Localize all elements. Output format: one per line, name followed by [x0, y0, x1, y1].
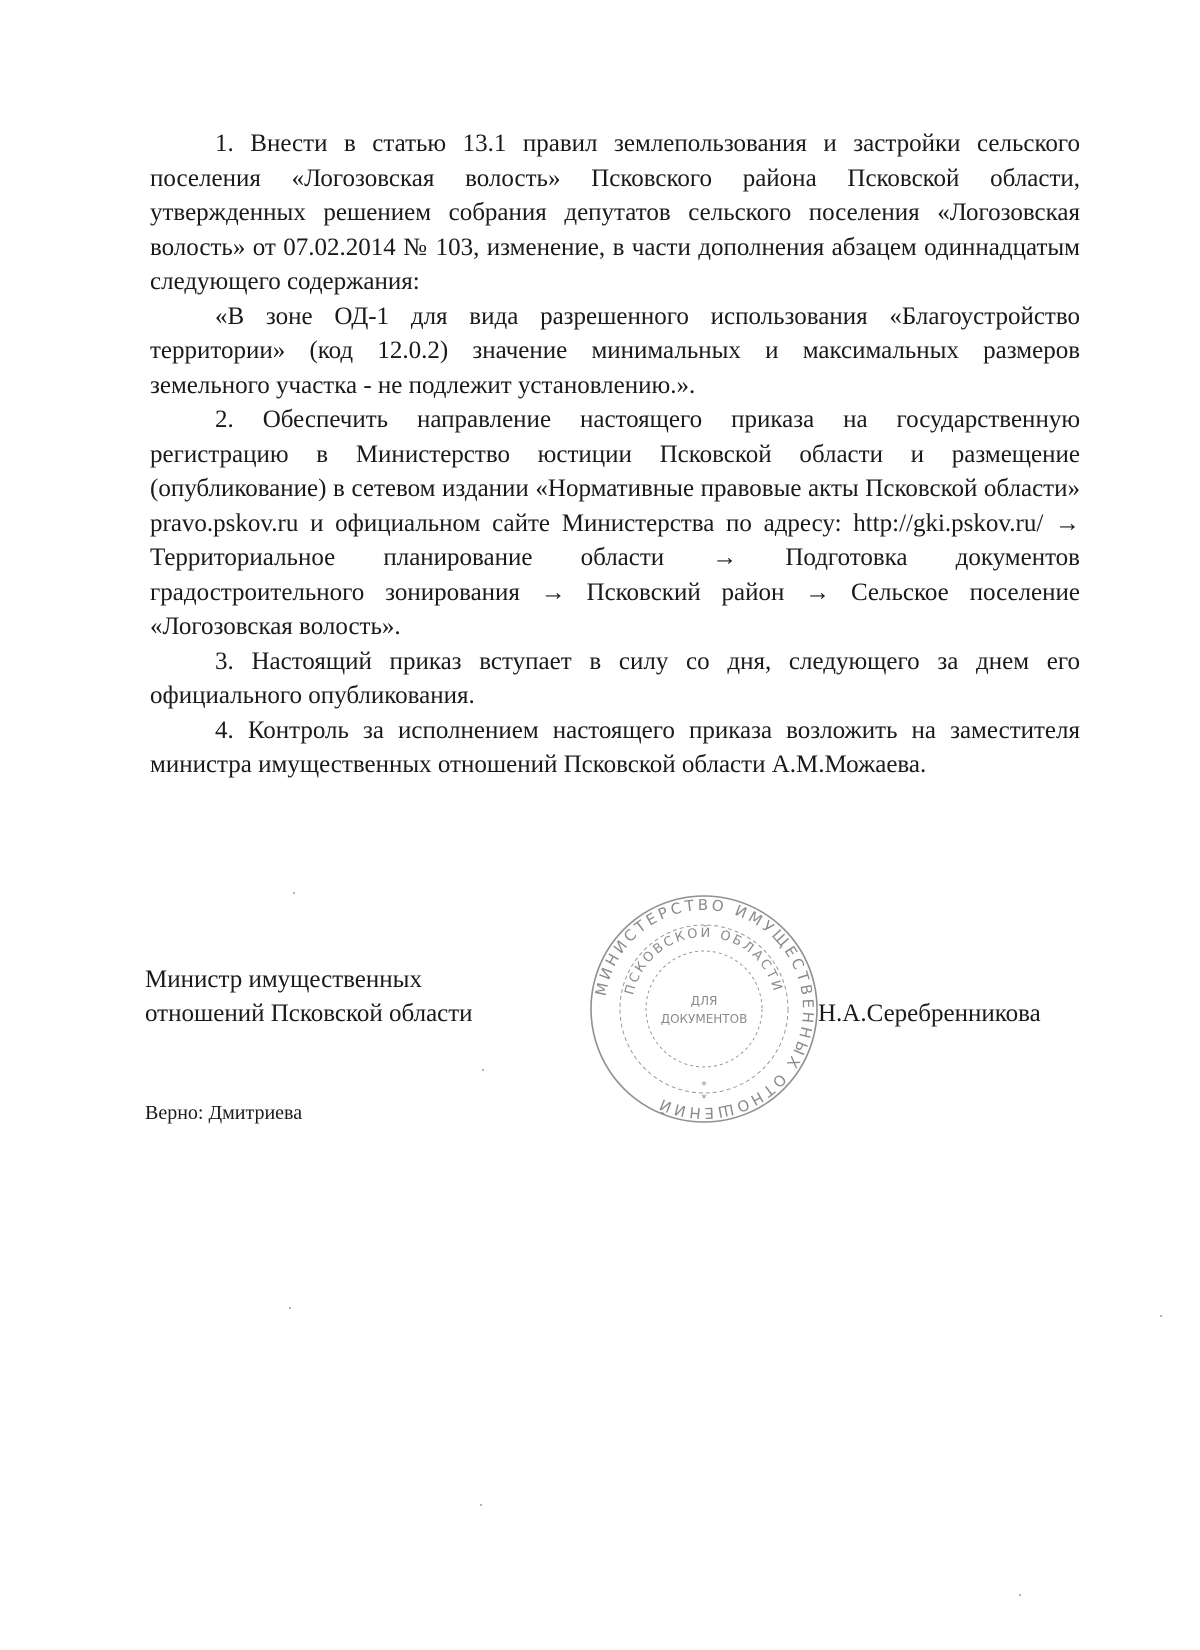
official-seal	[588, 893, 820, 1125]
scan-speck	[480, 1504, 482, 1506]
seal-star-icon: *	[701, 1092, 707, 1105]
scan-speck	[293, 892, 295, 894]
seal-star-icon: *	[701, 1079, 707, 1092]
seal-center-line-1: ДЛЯ	[690, 994, 718, 1008]
seal-inner-text: ПСКОВСКОЙ ОБЛАСТИ	[622, 925, 786, 997]
order-body	[150, 127, 1080, 783]
scan-speck	[1160, 1315, 1162, 1317]
signatory-title-line-2: отношений Псковской области	[145, 1000, 473, 1027]
paragraph-2: 2. Обеспечить направление настоящего приказа на государственную регистрацию в Министерство юстиции Псковской области и размещение (опубликование) в сетевом издании «Нормативные правовые акты Псковской области» pravo.pskov.ru и официальном сайте Министерства по адресу: http://gki.pskov.ru/ → Территориальное планирование области → Подготовка документов градостроительного зонирования → Псковский район → Сельское поселение «Логозовская волость».	[150, 406, 1080, 640]
scan-speck	[482, 1069, 484, 1071]
paragraph-4: 4. Контроль за исполнением настоящего приказа возложить на заместителя министра имущественных отношений Псковской области А.М.Можаева.	[150, 716, 1080, 778]
paragraph-1: 1. Внести в статью 13.1 правил землепользования и застройки сельского поселения «Логозовская волость» Псковского района Псковской области, утвержденных решением собрания депутатов сельского поселения «Логозовская волость» от 07.02.2014 № 103, изменение, в части дополнения абзацем одиннадцатым следующего содержания:	[150, 130, 1080, 295]
certification-note: Верно: Дмитриева	[145, 1102, 303, 1124]
signatory-name: Н.А.Серебренникова	[818, 1000, 1041, 1027]
signatory-title-line-1: Министр имущественных	[145, 966, 422, 993]
scan-speck	[289, 1307, 291, 1309]
seal-center-line-2: ДОКУМЕНТОВ	[660, 1012, 748, 1026]
scan-speck	[1019, 1594, 1021, 1596]
seal-outer-text: МИНИСТЕРСТВО ИМУЩЕСТВЕННЫХ ОТНОШЕНИЙ	[591, 895, 818, 1123]
signatory-title	[145, 963, 473, 1031]
paragraph-1-quote: «В зоне ОД-1 для вида разрешенного использования «Благоустройство территории» (код 12.0.2) значение минимальных и максимальных размеров земельного участка - не подлежит установлению.».	[150, 302, 1080, 399]
paragraph-3: 3. Настоящий приказ вступает в силу со дня, следующего за днем его официального опубликования.	[150, 647, 1080, 709]
